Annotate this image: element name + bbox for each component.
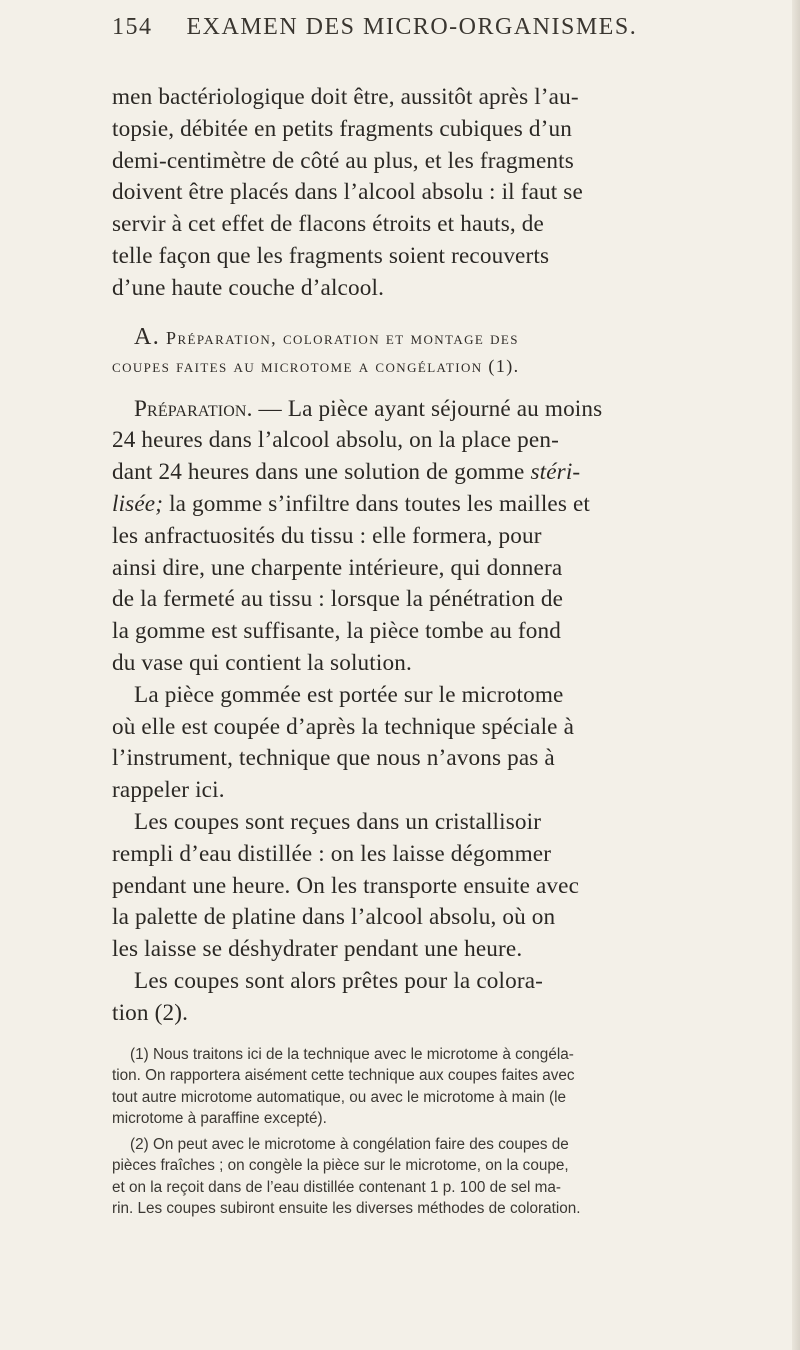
footnote-line: (1) Nous traitons ici de la technique avec le microtome à congéla- [130,1045,574,1063]
preparation-paragraph [112,394,792,680]
text-line: rempli d’eau distillée : on les laisse dégommer [112,840,552,867]
text-line: demi-centimètre de côté au plus, et les fragments [112,147,574,174]
footnote-line: (2) On peut avec le microtome à congélation faire des coupes de [130,1135,569,1153]
italic-term: lisée; [112,490,164,517]
text-line: La pièce gommée est portée sur le microtome [134,681,564,708]
page-edge [792,0,800,1350]
text-line: du vase qui contient la solution. [112,649,412,676]
text-line: Les coupes sont alors prêtes pour la colora- [134,967,544,994]
section-heading [112,323,792,380]
footnote-line: rin. Les coupes subiront ensuite les diverses méthodes de coloration. [112,1200,581,1218]
section-title-line-1: Préparation, coloration et montage des [166,327,519,348]
text-line: l’instrument, technique que nous n’avons pas à [112,745,555,772]
italic-term: stéri- [530,459,581,486]
page-number: 154 [112,14,153,40]
footnote-line: tion. On rapportera aisément cette technique aux coupes faites avec [112,1067,575,1085]
text-line: topsie, débitée en petits fragments cubiques d’un [112,115,573,142]
text-line: pendant une heure. On les transporte ensuite avec [112,872,580,899]
microtome-paragraph [112,680,792,807]
footnote-line: et on la reçoit dans de l’eau distillée contenant 1 p. 100 de sel ma- [112,1178,561,1196]
text-line: les laisse se déshydrater pendant une heure. [112,936,523,963]
text-line: men bactériologique doit être, aussitôt après l’au- [112,84,579,110]
text-line: ainsi dire, une charpente intérieure, qui donnera [112,554,563,581]
text-line: la gomme s’infiltre dans toutes les mailles et [163,490,591,517]
text-line: 24 heures dans l’alcool absolu, on la place pen- [112,427,559,454]
footnote-line: pièces fraîches ; on congèle la pièce sur le microtome, on la coupe, [112,1157,569,1175]
text-line: de la fermeté au tissu : lorsque la pénétration de [112,586,564,613]
page-content [112,82,792,1224]
text-line: les anfractuosités du tissu : elle formera, pour [112,522,542,549]
section-title-line-2: coupes faites au microtome a congélation (1). [112,355,520,376]
text-line: servir à cet effet de flacons étroits et hauts, de [112,211,544,238]
text-line: Les coupes sont reçues dans un cristallisoir [134,808,542,835]
text-line: rappeler ici. [112,777,225,804]
footnote-line: microtome à paraffine excepté). [112,1110,327,1128]
text-line: — La pièce ayant séjourné au moins [252,395,603,422]
text-line: la palette de platine dans l’alcool absolu, où on [112,904,556,931]
running-header [112,14,752,48]
footnotes [112,1044,792,1220]
coloration-paragraph [112,966,792,1030]
running-title: EXAMEN DES MICRO-ORGANISMES. [186,14,638,40]
section-letter: A. [134,323,161,350]
text-line: dant 24 heures dans une solution de gomme [112,459,531,486]
preparation-heading: Préparation. [134,395,253,422]
footnote-line: tout autre microtome automatique, ou avec le microtome à main (le [112,1088,567,1106]
intro-paragraph [112,82,792,305]
coupes-paragraph [112,807,792,966]
text-line: tion (2). [112,999,189,1026]
text-line: où elle est coupée d’après la technique spéciale à [112,713,575,740]
text-line: la gomme est suffisante, la pièce tombe au fond [112,618,561,645]
text-line: d’une haute couche d’alcool. [112,274,385,301]
footnote-2 [112,1134,792,1220]
footnote-1 [112,1044,792,1130]
text-line: doivent être placés dans l’alcool absolu : il faut se [112,179,583,206]
text-line: telle façon que les fragments soient recouverts [112,242,550,269]
